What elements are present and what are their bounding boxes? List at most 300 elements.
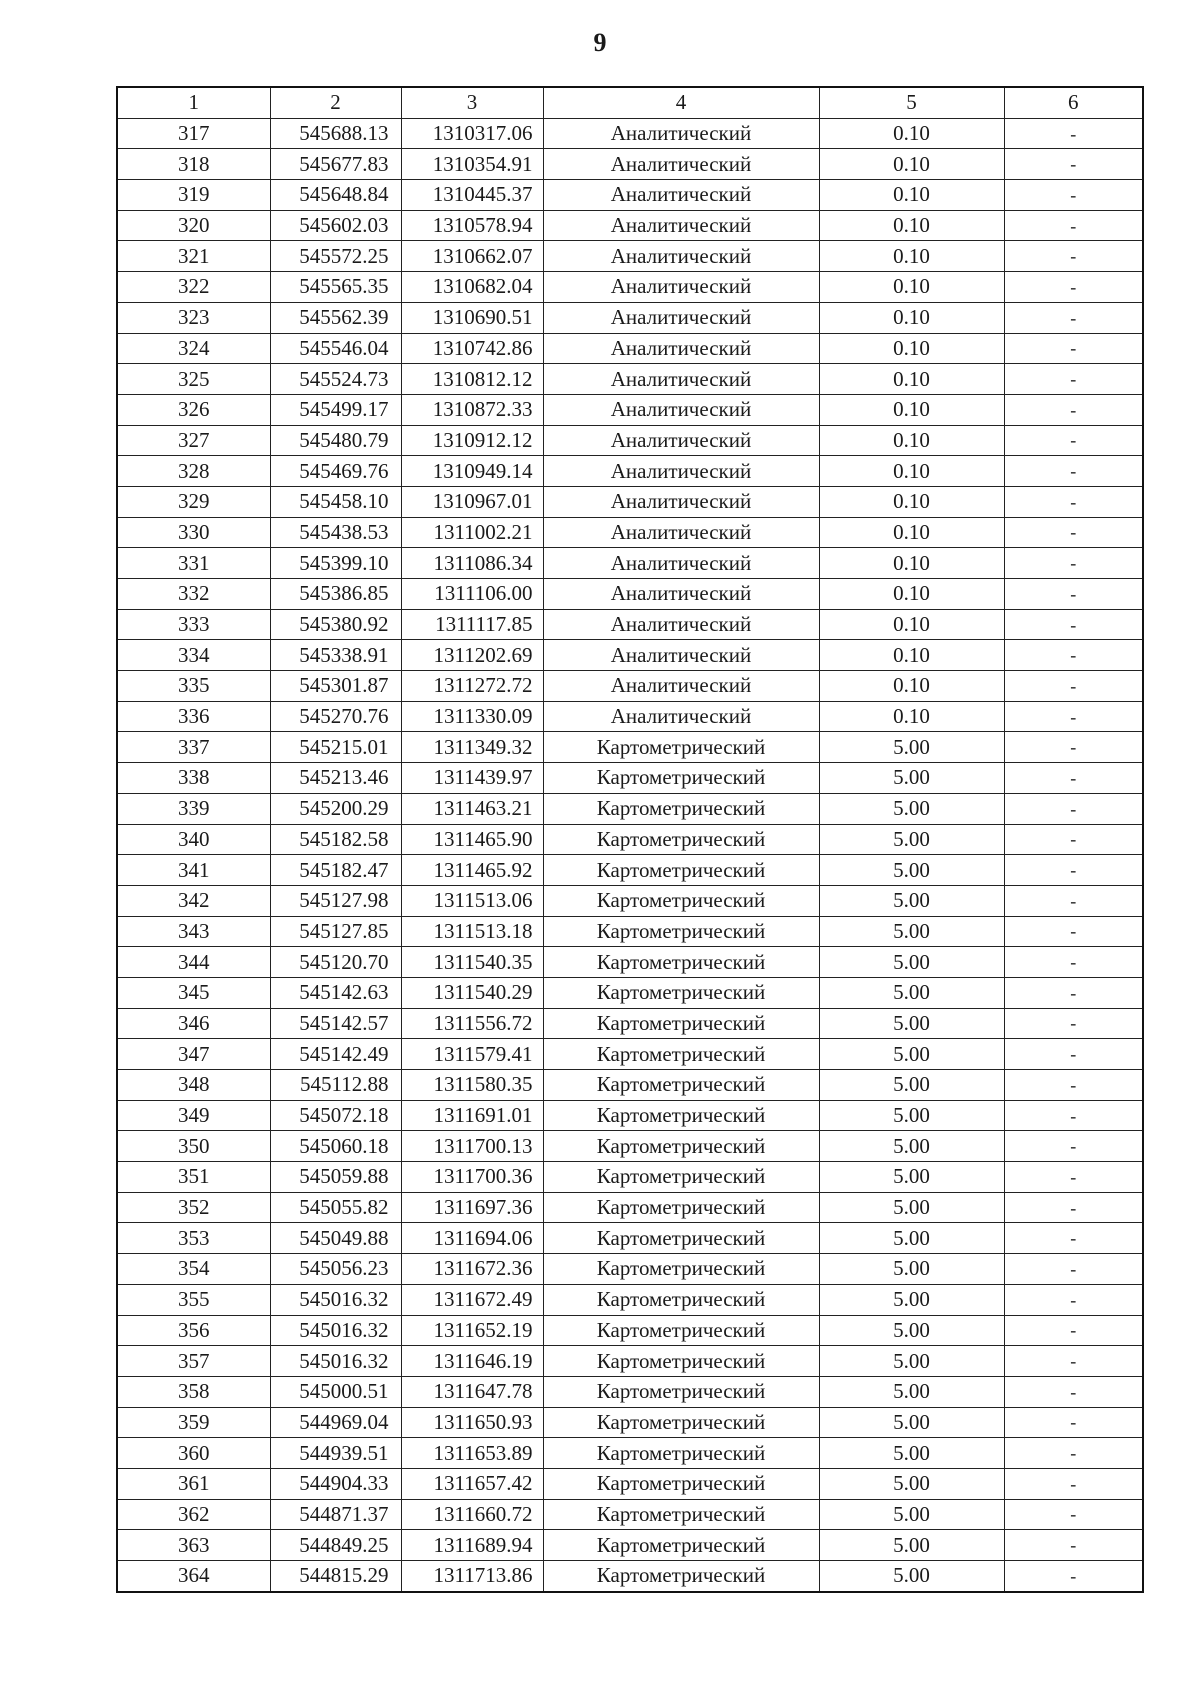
cell-accuracy: 0.10 — [819, 486, 1004, 517]
cell-method: Аналитический — [543, 149, 819, 180]
cell-note: - — [1004, 732, 1143, 763]
cell-method: Картометрический — [543, 1131, 819, 1162]
cell-note: - — [1004, 885, 1143, 916]
table-row — [117, 548, 1143, 579]
cell-y-coordinate: 1310949.14 — [401, 456, 543, 487]
cell-note: - — [1004, 824, 1143, 855]
cell-note: - — [1004, 1284, 1143, 1315]
cell-x-coordinate: 545016.32 — [270, 1284, 401, 1315]
table-row — [117, 1284, 1143, 1315]
cell-note: - — [1004, 1376, 1143, 1407]
cell-x-coordinate: 545182.58 — [270, 824, 401, 855]
cell-point-number: 334 — [117, 640, 270, 671]
table-row — [117, 793, 1143, 824]
table-row — [117, 701, 1143, 732]
cell-y-coordinate: 1311465.90 — [401, 824, 543, 855]
cell-accuracy: 0.10 — [819, 671, 1004, 702]
cell-point-number: 340 — [117, 824, 270, 855]
cell-point-number: 349 — [117, 1100, 270, 1131]
cell-accuracy: 5.00 — [819, 732, 1004, 763]
table-row — [117, 1254, 1143, 1285]
coordinates-table — [116, 86, 1144, 1593]
cell-method: Аналитический — [543, 425, 819, 456]
cell-point-number: 322 — [117, 272, 270, 303]
cell-point-number: 327 — [117, 425, 270, 456]
cell-y-coordinate: 1310445.37 — [401, 180, 543, 211]
cell-y-coordinate: 1311106.00 — [401, 579, 543, 610]
cell-note: - — [1004, 149, 1143, 180]
cell-y-coordinate: 1310812.12 — [401, 364, 543, 395]
cell-note: - — [1004, 609, 1143, 640]
table-row — [117, 916, 1143, 947]
cell-x-coordinate: 545112.88 — [270, 1070, 401, 1101]
cell-method: Картометрический — [543, 1162, 819, 1193]
cell-method: Картометрический — [543, 1315, 819, 1346]
cell-method: Картометрический — [543, 977, 819, 1008]
table-row — [117, 1376, 1143, 1407]
column-header-3: 3 — [401, 87, 543, 118]
cell-method: Аналитический — [543, 302, 819, 333]
table-row — [117, 1561, 1143, 1592]
table-row — [117, 1162, 1143, 1193]
cell-y-coordinate: 1310317.06 — [401, 118, 543, 149]
cell-x-coordinate: 545142.63 — [270, 977, 401, 1008]
cell-method: Картометрический — [543, 1192, 819, 1223]
table-row — [117, 855, 1143, 886]
cell-x-coordinate: 545562.39 — [270, 302, 401, 333]
cell-x-coordinate: 545338.91 — [270, 640, 401, 671]
cell-x-coordinate: 545270.76 — [270, 701, 401, 732]
table-row — [117, 763, 1143, 794]
cell-x-coordinate: 545301.87 — [270, 671, 401, 702]
cell-y-coordinate: 1311513.06 — [401, 885, 543, 916]
table-row — [117, 640, 1143, 671]
table-row — [117, 1100, 1143, 1131]
cell-method: Картометрический — [543, 1407, 819, 1438]
table-row — [117, 364, 1143, 395]
cell-note: - — [1004, 947, 1143, 978]
cell-note: - — [1004, 1407, 1143, 1438]
cell-point-number: 328 — [117, 456, 270, 487]
cell-note: - — [1004, 302, 1143, 333]
cell-x-coordinate: 545016.32 — [270, 1346, 401, 1377]
cell-method: Картометрический — [543, 1039, 819, 1070]
cell-x-coordinate: 545688.13 — [270, 118, 401, 149]
cell-accuracy: 5.00 — [819, 947, 1004, 978]
table-row — [117, 1131, 1143, 1162]
cell-point-number: 353 — [117, 1223, 270, 1254]
table-row — [117, 1499, 1143, 1530]
cell-accuracy: 5.00 — [819, 1284, 1004, 1315]
cell-method: Аналитический — [543, 241, 819, 272]
table-row — [117, 456, 1143, 487]
cell-note: - — [1004, 1530, 1143, 1561]
table-row — [117, 1468, 1143, 1499]
header-row — [117, 87, 1143, 118]
cell-accuracy: 0.10 — [819, 272, 1004, 303]
cell-accuracy: 5.00 — [819, 1100, 1004, 1131]
cell-point-number: 362 — [117, 1499, 270, 1530]
cell-note: - — [1004, 1008, 1143, 1039]
table-row — [117, 885, 1143, 916]
cell-point-number: 361 — [117, 1468, 270, 1499]
cell-accuracy: 0.10 — [819, 180, 1004, 211]
cell-point-number: 347 — [117, 1039, 270, 1070]
cell-method: Аналитический — [543, 517, 819, 548]
cell-note: - — [1004, 272, 1143, 303]
cell-x-coordinate: 545127.85 — [270, 916, 401, 947]
table-row — [117, 241, 1143, 272]
cell-y-coordinate: 1311330.09 — [401, 701, 543, 732]
table-row — [117, 1438, 1143, 1469]
cell-method: Аналитический — [543, 486, 819, 517]
cell-accuracy: 0.10 — [819, 364, 1004, 395]
cell-point-number: 345 — [117, 977, 270, 1008]
cell-y-coordinate: 1310742.86 — [401, 333, 543, 364]
cell-x-coordinate: 545055.82 — [270, 1192, 401, 1223]
cell-x-coordinate: 545142.49 — [270, 1039, 401, 1070]
cell-method: Аналитический — [543, 701, 819, 732]
cell-note: - — [1004, 1468, 1143, 1499]
cell-accuracy: 5.00 — [819, 1254, 1004, 1285]
cell-accuracy: 0.10 — [819, 118, 1004, 149]
cell-x-coordinate: 545602.03 — [270, 210, 401, 241]
cell-note: - — [1004, 916, 1143, 947]
cell-accuracy: 5.00 — [819, 855, 1004, 886]
cell-accuracy: 5.00 — [819, 1499, 1004, 1530]
table-row — [117, 210, 1143, 241]
cell-method: Картометрический — [543, 1223, 819, 1254]
cell-point-number: 329 — [117, 486, 270, 517]
cell-y-coordinate: 1311700.36 — [401, 1162, 543, 1193]
table-row — [117, 394, 1143, 425]
cell-note: - — [1004, 118, 1143, 149]
cell-point-number: 351 — [117, 1162, 270, 1193]
cell-accuracy: 5.00 — [819, 1070, 1004, 1101]
table-row — [117, 149, 1143, 180]
table-row — [117, 1039, 1143, 1070]
cell-y-coordinate: 1311691.01 — [401, 1100, 543, 1131]
cell-y-coordinate: 1311580.35 — [401, 1070, 543, 1101]
table-row — [117, 824, 1143, 855]
table-row — [117, 1223, 1143, 1254]
table-header — [117, 87, 1143, 118]
cell-accuracy: 5.00 — [819, 824, 1004, 855]
cell-y-coordinate: 1311556.72 — [401, 1008, 543, 1039]
table-row — [117, 1346, 1143, 1377]
cell-accuracy: 5.00 — [819, 1530, 1004, 1561]
cell-point-number: 330 — [117, 517, 270, 548]
cell-x-coordinate: 545000.51 — [270, 1376, 401, 1407]
cell-accuracy: 5.00 — [819, 1162, 1004, 1193]
cell-point-number: 355 — [117, 1284, 270, 1315]
cell-method: Картометрический — [543, 1499, 819, 1530]
table-row — [117, 517, 1143, 548]
cell-note: - — [1004, 1561, 1143, 1592]
cell-point-number: 319 — [117, 180, 270, 211]
cell-point-number: 350 — [117, 1131, 270, 1162]
cell-y-coordinate: 1311689.94 — [401, 1530, 543, 1561]
cell-method: Картометрический — [543, 1438, 819, 1469]
cell-point-number: 335 — [117, 671, 270, 702]
cell-point-number: 352 — [117, 1192, 270, 1223]
cell-accuracy: 5.00 — [819, 1346, 1004, 1377]
column-header-2: 2 — [270, 87, 401, 118]
cell-accuracy: 0.10 — [819, 302, 1004, 333]
cell-x-coordinate: 544815.29 — [270, 1561, 401, 1592]
cell-method: Аналитический — [543, 210, 819, 241]
cell-point-number: 323 — [117, 302, 270, 333]
cell-point-number: 341 — [117, 855, 270, 886]
cell-x-coordinate: 545524.73 — [270, 364, 401, 395]
cell-y-coordinate: 1311672.36 — [401, 1254, 543, 1285]
cell-accuracy: 5.00 — [819, 763, 1004, 794]
cell-y-coordinate: 1310682.04 — [401, 272, 543, 303]
cell-method: Аналитический — [543, 272, 819, 303]
cell-y-coordinate: 1311646.19 — [401, 1346, 543, 1377]
cell-y-coordinate: 1311652.19 — [401, 1315, 543, 1346]
cell-y-coordinate: 1311660.72 — [401, 1499, 543, 1530]
cell-x-coordinate: 545016.32 — [270, 1315, 401, 1346]
cell-accuracy: 5.00 — [819, 1315, 1004, 1346]
cell-point-number: 317 — [117, 118, 270, 149]
cell-x-coordinate: 544969.04 — [270, 1407, 401, 1438]
cell-y-coordinate: 1311086.34 — [401, 548, 543, 579]
cell-accuracy: 5.00 — [819, 1008, 1004, 1039]
cell-x-coordinate: 545469.76 — [270, 456, 401, 487]
cell-point-number: 346 — [117, 1008, 270, 1039]
cell-note: - — [1004, 425, 1143, 456]
table-row — [117, 180, 1143, 211]
cell-accuracy: 0.10 — [819, 210, 1004, 241]
cell-x-coordinate: 545565.35 — [270, 272, 401, 303]
cell-point-number: 342 — [117, 885, 270, 916]
cell-point-number: 324 — [117, 333, 270, 364]
cell-note: - — [1004, 486, 1143, 517]
cell-method: Картометрический — [543, 1008, 819, 1039]
cell-accuracy: 5.00 — [819, 1131, 1004, 1162]
cell-accuracy: 0.10 — [819, 640, 1004, 671]
cell-point-number: 344 — [117, 947, 270, 978]
cell-accuracy: 5.00 — [819, 916, 1004, 947]
cell-y-coordinate: 1311513.18 — [401, 916, 543, 947]
cell-note: - — [1004, 1346, 1143, 1377]
cell-y-coordinate: 1311002.21 — [401, 517, 543, 548]
cell-point-number: 333 — [117, 609, 270, 640]
cell-accuracy: 5.00 — [819, 885, 1004, 916]
cell-accuracy: 5.00 — [819, 977, 1004, 1008]
cell-x-coordinate: 545127.98 — [270, 885, 401, 916]
cell-accuracy: 0.10 — [819, 456, 1004, 487]
cell-x-coordinate: 545480.79 — [270, 425, 401, 456]
cell-method: Картометрический — [543, 1254, 819, 1285]
cell-point-number: 336 — [117, 701, 270, 732]
cell-method: Картометрический — [543, 885, 819, 916]
cell-note: - — [1004, 1254, 1143, 1285]
cell-accuracy: 5.00 — [819, 1039, 1004, 1070]
cell-x-coordinate: 545572.25 — [270, 241, 401, 272]
table-row — [117, 333, 1143, 364]
cell-method: Картометрический — [543, 1346, 819, 1377]
cell-point-number: 348 — [117, 1070, 270, 1101]
cell-y-coordinate: 1310967.01 — [401, 486, 543, 517]
cell-note: - — [1004, 1162, 1143, 1193]
cell-method: Картометрический — [543, 1530, 819, 1561]
cell-x-coordinate: 545386.85 — [270, 579, 401, 610]
cell-point-number: 321 — [117, 241, 270, 272]
cell-x-coordinate: 545499.17 — [270, 394, 401, 425]
cell-accuracy: 5.00 — [819, 1561, 1004, 1592]
cell-note: - — [1004, 333, 1143, 364]
cell-point-number: 358 — [117, 1376, 270, 1407]
cell-point-number: 320 — [117, 210, 270, 241]
cell-x-coordinate: 545200.29 — [270, 793, 401, 824]
page-number: 9 — [593, 28, 607, 57]
cell-note: - — [1004, 855, 1143, 886]
cell-method: Картометрический — [543, 1100, 819, 1131]
cell-y-coordinate: 1311713.86 — [401, 1561, 543, 1592]
cell-y-coordinate: 1310872.33 — [401, 394, 543, 425]
cell-note: - — [1004, 1131, 1143, 1162]
cell-accuracy: 5.00 — [819, 1223, 1004, 1254]
cell-method: Картометрический — [543, 1070, 819, 1101]
cell-accuracy: 0.10 — [819, 701, 1004, 732]
cell-accuracy: 0.10 — [819, 149, 1004, 180]
cell-note: - — [1004, 394, 1143, 425]
cell-y-coordinate: 1311672.49 — [401, 1284, 543, 1315]
cell-point-number: 356 — [117, 1315, 270, 1346]
cell-y-coordinate: 1311540.35 — [401, 947, 543, 978]
table-row — [117, 579, 1143, 610]
cell-note: - — [1004, 456, 1143, 487]
cell-y-coordinate: 1311117.85 — [401, 609, 543, 640]
cell-note: - — [1004, 671, 1143, 702]
cell-accuracy: 5.00 — [819, 1407, 1004, 1438]
cell-x-coordinate: 545120.70 — [270, 947, 401, 978]
cell-point-number: 360 — [117, 1438, 270, 1469]
cell-note: - — [1004, 1438, 1143, 1469]
cell-x-coordinate: 545677.83 — [270, 149, 401, 180]
cell-y-coordinate: 1311540.29 — [401, 977, 543, 1008]
cell-point-number: 326 — [117, 394, 270, 425]
cell-accuracy: 5.00 — [819, 1376, 1004, 1407]
cell-accuracy: 0.10 — [819, 333, 1004, 364]
cell-point-number: 337 — [117, 732, 270, 763]
cell-note: - — [1004, 793, 1143, 824]
table-row — [117, 118, 1143, 149]
cell-y-coordinate: 1311579.41 — [401, 1039, 543, 1070]
cell-y-coordinate: 1310662.07 — [401, 241, 543, 272]
table-row — [117, 732, 1143, 763]
cell-x-coordinate: 545399.10 — [270, 548, 401, 579]
cell-method: Картометрический — [543, 1376, 819, 1407]
cell-accuracy: 5.00 — [819, 1468, 1004, 1499]
cell-point-number: 332 — [117, 579, 270, 610]
cell-x-coordinate: 545215.01 — [270, 732, 401, 763]
cell-point-number: 339 — [117, 793, 270, 824]
cell-method: Аналитический — [543, 394, 819, 425]
cell-y-coordinate: 1311650.93 — [401, 1407, 543, 1438]
cell-method: Аналитический — [543, 118, 819, 149]
table-row — [117, 1315, 1143, 1346]
cell-x-coordinate: 544849.25 — [270, 1530, 401, 1561]
cell-x-coordinate: 544939.51 — [270, 1438, 401, 1469]
cell-point-number: 363 — [117, 1530, 270, 1561]
cell-accuracy: 0.10 — [819, 579, 1004, 610]
cell-method: Картометрический — [543, 916, 819, 947]
column-header-6: 6 — [1004, 87, 1143, 118]
cell-method: Аналитический — [543, 609, 819, 640]
cell-note: - — [1004, 1192, 1143, 1223]
table-row — [117, 272, 1143, 303]
cell-point-number: 331 — [117, 548, 270, 579]
cell-method: Аналитический — [543, 579, 819, 610]
table-row — [117, 1530, 1143, 1561]
cell-method: Аналитический — [543, 364, 819, 395]
cell-point-number: 318 — [117, 149, 270, 180]
cell-accuracy: 5.00 — [819, 793, 1004, 824]
cell-x-coordinate: 545458.10 — [270, 486, 401, 517]
cell-x-coordinate: 545049.88 — [270, 1223, 401, 1254]
cell-method: Картометрический — [543, 793, 819, 824]
cell-y-coordinate: 1311653.89 — [401, 1438, 543, 1469]
cell-note: - — [1004, 1499, 1143, 1530]
cell-y-coordinate: 1310578.94 — [401, 210, 543, 241]
cell-accuracy: 5.00 — [819, 1438, 1004, 1469]
table-row — [117, 486, 1143, 517]
cell-note: - — [1004, 579, 1143, 610]
cell-point-number: 359 — [117, 1407, 270, 1438]
cell-method: Картометрический — [543, 947, 819, 978]
cell-y-coordinate: 1311700.13 — [401, 1131, 543, 1162]
cell-note: - — [1004, 1070, 1143, 1101]
cell-note: - — [1004, 977, 1143, 1008]
cell-x-coordinate: 545059.88 — [270, 1162, 401, 1193]
cell-note: - — [1004, 640, 1143, 671]
cell-accuracy: 0.10 — [819, 394, 1004, 425]
cell-point-number: 357 — [117, 1346, 270, 1377]
table-row — [117, 609, 1143, 640]
cell-method: Аналитический — [543, 548, 819, 579]
cell-accuracy: 0.10 — [819, 517, 1004, 548]
cell-point-number: 364 — [117, 1561, 270, 1592]
cell-note: - — [1004, 701, 1143, 732]
cell-x-coordinate: 545380.92 — [270, 609, 401, 640]
cell-x-coordinate: 545213.46 — [270, 763, 401, 794]
table-row — [117, 302, 1143, 333]
cell-point-number: 343 — [117, 916, 270, 947]
cell-accuracy: 0.10 — [819, 241, 1004, 272]
cell-accuracy: 0.10 — [819, 425, 1004, 456]
table-body — [117, 118, 1143, 1592]
cell-x-coordinate: 544871.37 — [270, 1499, 401, 1530]
cell-x-coordinate: 545438.53 — [270, 517, 401, 548]
cell-y-coordinate: 1311694.06 — [401, 1223, 543, 1254]
cell-method: Аналитический — [543, 333, 819, 364]
cell-note: - — [1004, 1100, 1143, 1131]
table-row — [117, 1192, 1143, 1223]
cell-x-coordinate: 545072.18 — [270, 1100, 401, 1131]
table-row — [117, 1008, 1143, 1039]
cell-method: Картометрический — [543, 824, 819, 855]
cell-note: - — [1004, 241, 1143, 272]
column-header-4: 4 — [543, 87, 819, 118]
table-row — [117, 671, 1143, 702]
cell-x-coordinate: 545060.18 — [270, 1131, 401, 1162]
cell-x-coordinate: 545056.23 — [270, 1254, 401, 1285]
cell-note: - — [1004, 763, 1143, 794]
cell-y-coordinate: 1310354.91 — [401, 149, 543, 180]
